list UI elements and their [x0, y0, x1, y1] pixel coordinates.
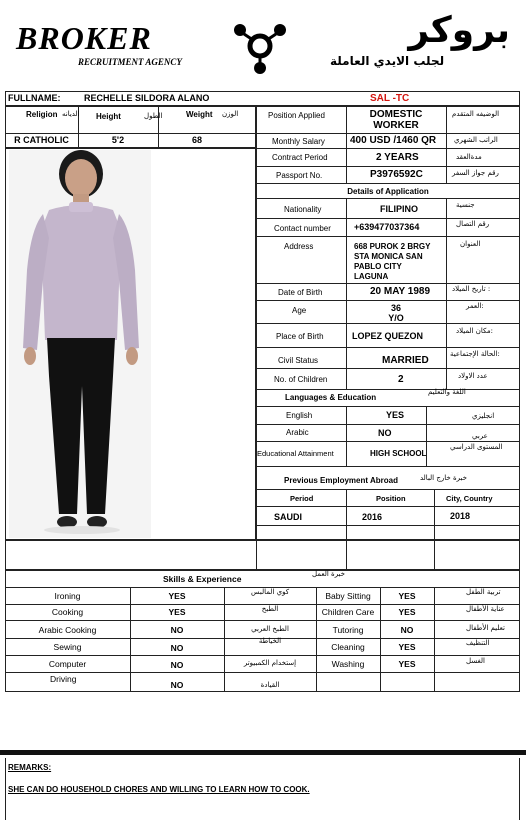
arabic-value: NO: [378, 428, 392, 438]
address-label-ar: العنوان: [460, 240, 481, 248]
contract-value: 2 YEARS: [376, 152, 419, 163]
header: [0, 0, 526, 80]
address-line: LAGUNA: [354, 272, 389, 281]
pob-label: Place of Birth: [276, 332, 324, 341]
weight-value: 68: [192, 135, 203, 145]
remarks-label: REMARKS:: [8, 763, 52, 772]
address-line: 668 PUROK 2 BRGY: [354, 242, 431, 251]
salary-label-ar: الراتب الشهري: [454, 136, 498, 144]
address-line: STA MONICA SAN: [354, 252, 423, 261]
salary-value: 400 USD /1460 QR: [350, 135, 437, 146]
english-label: English: [286, 411, 313, 420]
weight-label-ar: الوزن: [222, 110, 239, 118]
address-label: Address: [284, 242, 314, 251]
arabic-label-ar: عربي: [472, 432, 488, 440]
details-title: Details of Application: [347, 187, 429, 196]
skill-value: NO: [400, 625, 414, 635]
languages-title: Languages & Education: [285, 393, 377, 402]
languages-title-ar: اللغة والتعليم: [428, 388, 466, 396]
brand-name-ar: بروكر: [408, 10, 510, 51]
passport-label-ar: رقم جواز السفر: [452, 169, 499, 177]
brand-tagline-en: RECRUITMENT AGENCY: [78, 57, 182, 67]
dob-label-ar: تاريخ الميلاد :: [452, 285, 491, 293]
contract-label: Contract Period: [272, 153, 328, 162]
address-value: [354, 242, 430, 282]
skill-label: Cleaning: [331, 642, 365, 652]
employment-col-city: City, Country: [446, 494, 493, 503]
height-label-ar: الطول: [144, 112, 163, 120]
brand-tagline-ar: لجلب الايدي العاملة: [330, 54, 445, 68]
skill-label: Computer: [48, 659, 87, 669]
skill-label: Sewing: [53, 642, 82, 652]
skill-label-ar: إستخدام الكمبيوتر: [243, 659, 297, 667]
skill-value: NO: [170, 680, 184, 690]
skill-label-ar: الخياطة: [258, 637, 282, 645]
religion-value: R CATHOLIC: [14, 135, 69, 145]
applicant-code: SAL -TC: [370, 93, 410, 104]
dob-label: Date of Birth: [278, 288, 323, 297]
civil-value: MARRIED: [382, 355, 429, 366]
employment-col-position: Position: [376, 494, 406, 503]
remarks-separator: [0, 750, 526, 755]
skill-value: YES: [398, 591, 416, 601]
skill-label-ar: التنظيف: [466, 639, 490, 647]
skill-value: NO: [170, 660, 184, 670]
pob-value: LOPEZ QUEZON: [352, 331, 424, 341]
contact-label-ar: رقم التصال: [456, 220, 490, 228]
salary-label: Monthly Salary: [272, 137, 325, 146]
skill-label: Washing: [331, 659, 365, 669]
skill-label-ar: الطبخ العربي: [251, 625, 289, 633]
skill-label-ar: كوي المالبس: [250, 588, 290, 596]
position-value: [346, 109, 446, 131]
broker-logo-icon: [226, 18, 294, 76]
civil-label-ar: الحالة الإجتماعية:: [450, 350, 500, 358]
skill-label-ar: الغسل: [466, 657, 486, 665]
remarks-text: SHE CAN DO HOUSEHOLD CHORES AND WILLING TO LEARN HOW TO COOK.: [8, 785, 310, 794]
employment-title: Previous Employment Abroad: [284, 476, 398, 485]
religion-label: Religion: [26, 110, 58, 119]
employment-row-position: 2016: [362, 512, 383, 522]
education-label: Educational Attainment: [257, 449, 334, 458]
skill-label-ar: الطبخ: [261, 605, 279, 613]
fullname-label: FULLNAME:: [8, 93, 61, 103]
height-value: 5'2: [111, 135, 125, 145]
pob-label-ar: مكان الميلاد:: [456, 327, 494, 335]
brand-name-en: BROKER: [16, 20, 152, 56]
children-label: No. of Children: [274, 375, 328, 384]
weight-label: Weight: [186, 110, 213, 119]
education-value: HIGH SCHOOL: [370, 449, 427, 458]
skill-label-ar: تربية الطفل: [466, 588, 501, 596]
children-value: 2: [398, 374, 404, 385]
position-label: Position Applied: [268, 111, 325, 120]
applicant-photo: [9, 150, 151, 538]
skill-label: Tutoring: [332, 625, 364, 635]
skill-value: YES: [398, 642, 416, 652]
nationality-label: Nationality: [284, 205, 322, 214]
skill-value: NO: [170, 625, 184, 635]
age-unit: Y/O: [388, 313, 404, 323]
skill-value: YES: [398, 659, 416, 669]
skill-label-ar: تعليم الأطفال: [466, 624, 505, 632]
english-value: YES: [386, 410, 405, 420]
age-label-ar: العمر:: [466, 302, 484, 310]
skill-label: Driving: [50, 674, 77, 684]
english-label-ar: انجليزي: [472, 412, 495, 420]
address-line: PABLO CITY: [354, 262, 402, 271]
employment-row-period: SAUDI: [274, 512, 303, 522]
nationality-value: FILIPINO: [380, 204, 418, 214]
passport-label: Passport No.: [276, 171, 323, 180]
skill-label-ar: عناية الأطفال: [466, 605, 505, 613]
skills-title-ar: خبرة العمل: [312, 570, 345, 578]
age-label: Age: [292, 306, 307, 315]
children-label-ar: عدد الاولاد: [458, 372, 488, 380]
position-label-ar: الوضيفه المتقدم: [452, 110, 500, 118]
contract-label-ar: مدةالعقد: [456, 153, 482, 161]
skill-label: Arabic Cooking: [38, 625, 97, 635]
arabic-label: Arabic: [286, 428, 309, 437]
employment-col-period: Period: [290, 494, 314, 503]
skill-label: Ironing: [54, 591, 81, 601]
skill-value: YES: [168, 591, 186, 601]
skills-title: Skills & Experience: [163, 574, 242, 584]
employment-title-ar: خبرة خارج البالد: [420, 474, 467, 482]
civil-label: Civil Status: [278, 356, 319, 365]
height-label: Height: [96, 112, 121, 121]
skill-value: NO: [170, 643, 184, 653]
employment-row-city: 2018: [450, 511, 471, 521]
fullname-value: RECHELLE SILDORA ALANO: [84, 93, 210, 103]
age-number: 36: [390, 303, 401, 313]
skill-label: Baby Sitting: [325, 591, 371, 601]
skill-value: YES: [398, 607, 416, 617]
skill-label: Children Care: [321, 607, 375, 617]
contact-label: Contact number: [274, 224, 331, 233]
contact-value: +639477037364: [354, 222, 420, 232]
age-value: [346, 303, 446, 323]
dob-value: 20 MAY 1989: [370, 286, 431, 297]
nationality-label-ar: جنسية: [456, 201, 475, 209]
skill-label-ar: القيادة: [260, 681, 280, 689]
skill-value: YES: [168, 607, 186, 617]
passport-value: P3976592C: [370, 169, 423, 180]
religion-label-ar: الديانه: [62, 110, 80, 118]
skill-label: Cooking: [51, 607, 84, 617]
education-label-ar: المستوى الدراسي: [450, 443, 503, 451]
position-value-text: DOMESTIC WORKER: [369, 109, 423, 131]
